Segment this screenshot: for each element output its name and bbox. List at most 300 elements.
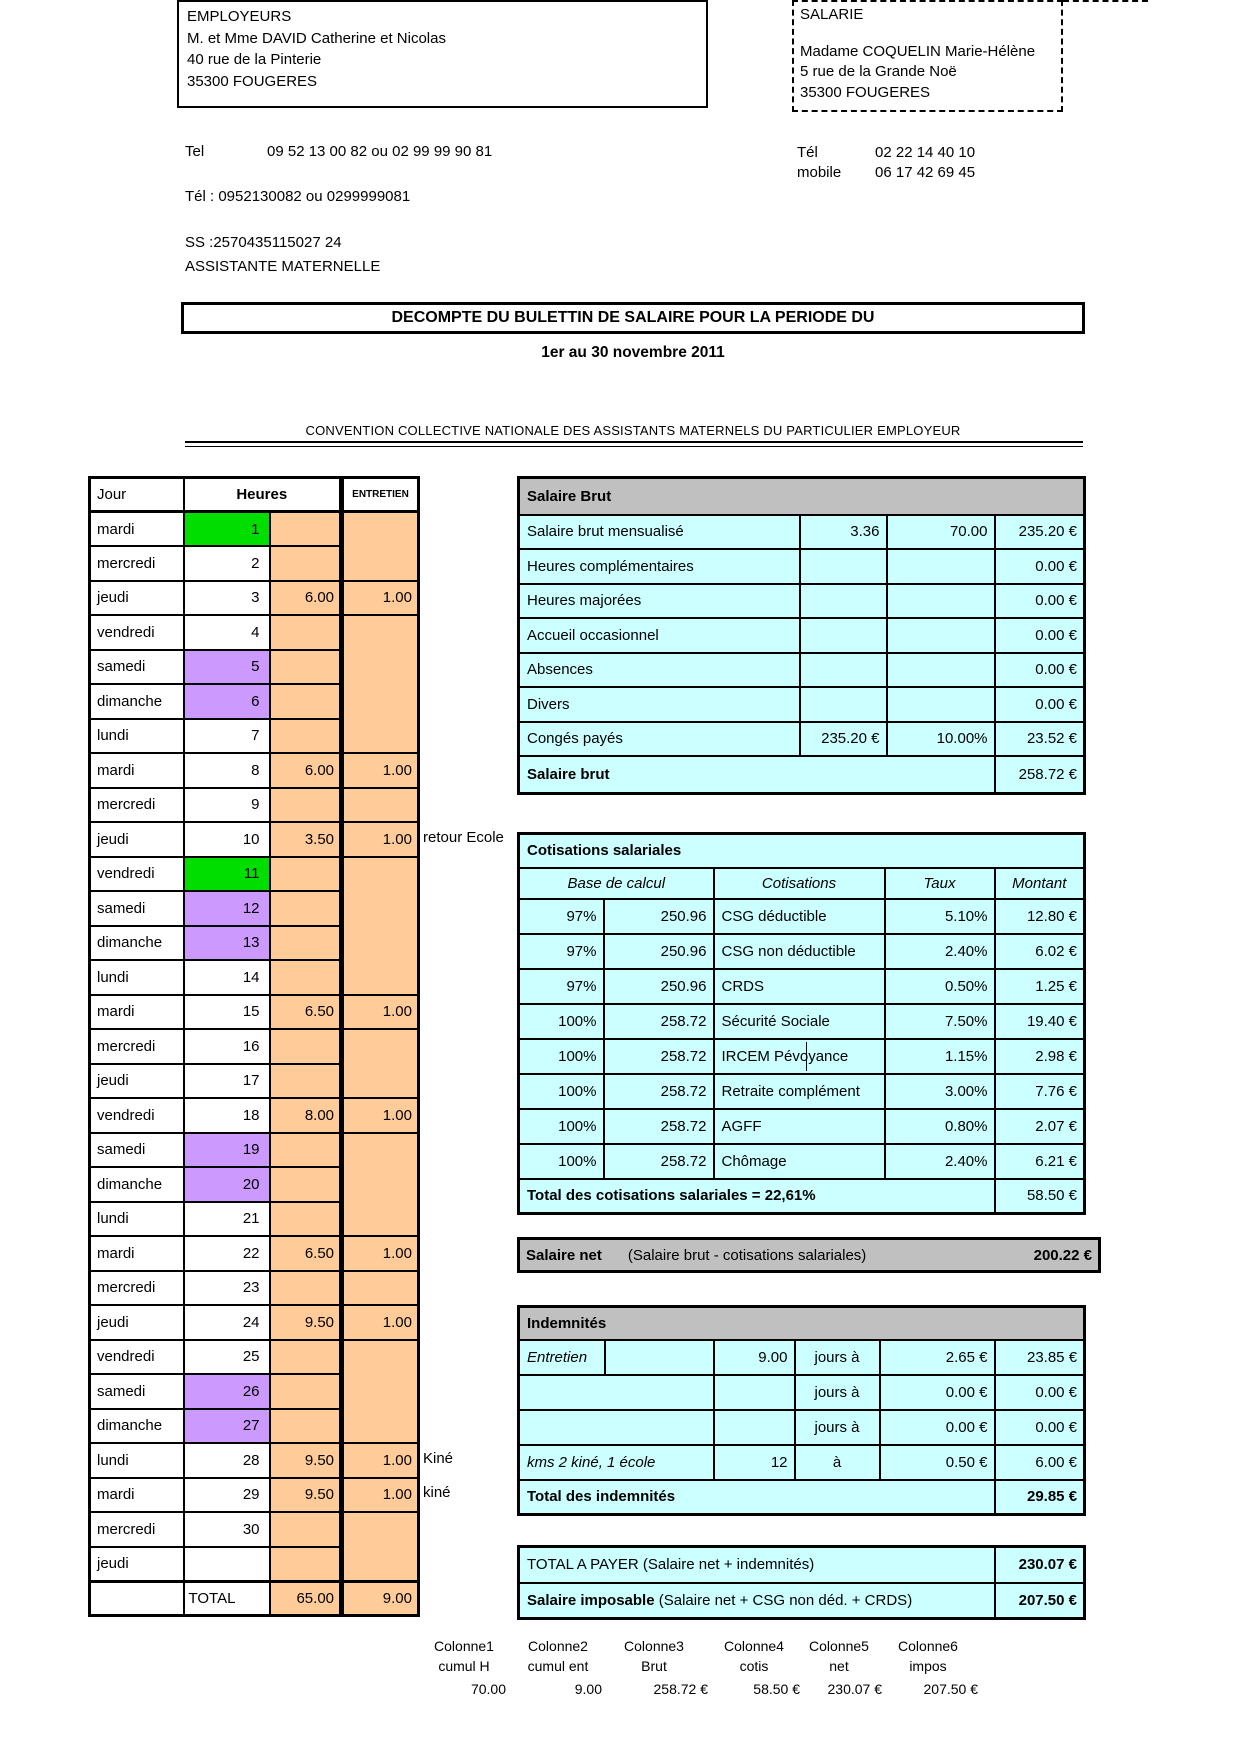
montant-cell: 12.80 € [995,899,1085,934]
day-name-cell: vendredi [90,1340,184,1375]
day-name-cell: lundi [90,1202,184,1237]
cotisations-header: Cotisations [714,868,885,899]
entretien-cell: 1.00 [343,822,419,857]
entretien-cell [343,1547,419,1582]
base-percent-cell: 97% [519,934,604,969]
summary-column-sublabel: Brut [641,1658,667,1674]
salaire-brut-label: Absences [519,653,800,688]
summary-column-title: Colonne1 [434,1638,494,1654]
salaire-brut-col2 [800,653,887,688]
totals-table [517,1545,1086,1620]
hours-cell [270,1409,341,1444]
summary-column [512,1636,604,1699]
montant-cell: 2.98 € [995,1039,1085,1074]
day-number-cell: 7 [184,719,270,754]
entretien-row [343,1581,419,1616]
entretien-cell: 9.00 [343,1581,419,1616]
entretien-row [343,1547,419,1582]
montant-cell: 1.25 € [995,969,1085,1004]
entretien-row [343,1133,419,1168]
calendar-day-row [90,581,341,616]
salaire-brut-montant: 235.20 € [995,515,1085,550]
entretien-cell: 1.00 [343,753,419,788]
salaire-brut-montant: 0.00 € [995,618,1085,653]
salaire-brut-row [519,618,1085,653]
cotisation-label: AGFF [714,1109,885,1144]
salaire-brut-col3 [887,584,995,619]
summary-column-title: Colonne5 [809,1638,869,1654]
day-number-cell [184,1547,270,1582]
day-name-cell [90,1581,184,1616]
entretien-cell [343,788,419,823]
calendar-day-row [90,1443,341,1478]
summary-column [794,1636,884,1699]
employee-mobile-row [797,163,975,183]
salaire-brut-row [519,549,1085,584]
employee-box [792,0,1063,112]
entretien-cell [343,546,419,581]
hours-cell [270,1064,341,1099]
day-name-cell: jeudi [90,1064,184,1099]
summary-column-value: 58.50 € [753,1681,800,1697]
salaire-brut-montant: 23.52 € [995,722,1085,757]
salaire-net-band [517,1237,1101,1273]
entretien-row [343,1374,419,1409]
salaire-brut-label: Divers [519,687,800,722]
salaire-brut-label: Salaire brut mensualisé [519,515,800,550]
summary-column-value: 70.00 [470,1681,506,1697]
day-name-cell: jeudi [90,581,184,616]
cotisation-label: Chômage [714,1144,885,1179]
day-number-cell: 29 [184,1478,270,1513]
hours-cell [270,1167,341,1202]
salaire-brut-row [519,584,1085,619]
base-value-cell: 250.96 [604,899,714,934]
indemnite-rate-cell: 0.00 € [880,1410,995,1445]
calendar-note: retour Ecole [423,828,504,846]
hours-cell: 6.50 [270,995,341,1030]
employer-title: EMPLOYEURS [187,8,292,25]
day-name-cell: lundi [90,960,184,995]
salaire-brut-row [519,653,1085,688]
indemnite-unit-cell: jours à [795,1410,880,1445]
hours-cell [270,960,341,995]
day-name-cell: samedi [90,650,184,685]
day-number-cell: 26 [184,1374,270,1409]
indemnite-unit-cell: jours à [795,1340,880,1375]
day-name-cell: mercredi [90,546,184,581]
entretien-row [343,1478,419,1513]
day-number-cell: 9 [184,788,270,823]
day-number-cell: 6 [184,684,270,719]
profession-label: ASSISTANTE MATERNELLE [185,258,381,275]
indemnite-qty-cell: 12 [714,1445,795,1480]
day-number-cell: 13 [184,926,270,961]
taux-cell: 7.50% [885,1004,995,1039]
summary-column-sublabel: impos [909,1658,947,1674]
entretien-row [343,753,419,788]
salaire-brut-col3 [887,653,995,688]
calendar-day-row [90,1374,341,1409]
salaire-brut-col2: 235.20 € [800,722,887,757]
entretien-row [343,995,419,1030]
calendar-day-row [90,857,341,892]
day-name-cell: dimanche [90,926,184,961]
entretien-row [343,719,419,754]
employee-phone-row [797,143,975,163]
indemnite-label [519,1375,714,1410]
employer-phone-alt: Tél : 0952130082 ou 0299999081 [185,188,411,205]
salaire-brut-label: Heures complémentaires [519,549,800,584]
salaire-brut-col2: 3.36 [800,515,887,550]
cotisation-row [519,1144,1085,1179]
salaire-brut-col2 [800,549,887,584]
entretien-row [343,1409,419,1444]
entretien-cell [343,1167,419,1202]
hours-cell [270,1029,341,1064]
summary-column-sublabel: cumul H [438,1658,490,1674]
ss-number: SS :2570435115027 24 [185,234,342,251]
entretien-cell [343,1409,419,1444]
entretien-cell [343,1029,419,1064]
salaire-brut-montant: 0.00 € [995,549,1085,584]
day-name-cell: mardi [90,753,184,788]
entretien-cell [343,512,419,547]
base-value-cell: 258.72 [604,1109,714,1144]
salaire-brut-row [519,515,1085,550]
salaire-brut-col2 [800,618,887,653]
calendar-day-row [90,1133,341,1168]
indemnite-label: kms 2 kiné, 1 école [519,1445,714,1480]
hours-cell: 65.00 [270,1581,341,1616]
hours-cell [270,615,341,650]
calendar-note: Kiné [423,1449,454,1467]
hours-cell: 8.00 [270,1098,341,1133]
entretien-row [343,960,419,995]
entretien-cell [343,926,419,961]
entretien-row [343,1443,419,1478]
indemnite-qty-cell [714,1375,795,1410]
hours-cell [270,650,341,685]
employee-street: 5 rue de la Grande Noë [800,63,957,80]
salaire-brut-col3 [887,618,995,653]
hours-cell [270,857,341,892]
cotisation-label: Sécurité Sociale [714,1004,885,1039]
day-name-cell: samedi [90,1133,184,1168]
day-number-cell: 17 [184,1064,270,1099]
summary-column-title: Colonne6 [898,1638,958,1654]
cotisations-total-row [519,1179,1085,1214]
summary-column [706,1636,802,1699]
entretien-row [343,650,419,685]
day-number-cell: 22 [184,1236,270,1271]
entretien-row [343,615,419,650]
calendar-header-row [90,478,341,512]
base-percent-cell: 100% [519,1039,604,1074]
indemnite-rate-cell: 0.50 € [880,1445,995,1480]
day-name-cell: mercredi [90,1029,184,1064]
calendar-day-row [90,926,341,961]
summary-column [420,1636,508,1699]
hours-cell [270,546,341,581]
calendar-day-row [90,1305,341,1340]
day-number-cell: 27 [184,1409,270,1444]
calendar-day-row [90,512,341,547]
day-name-cell: dimanche [90,1409,184,1444]
summary-column-value: 258.72 € [653,1681,708,1697]
salaire-brut-row [519,687,1085,722]
cotisations-title: Cotisations salariales [519,834,1085,868]
salaire-brut-col3: 10.00% [887,722,995,757]
hours-cell: 9.50 [270,1478,341,1513]
salaire-imposable-label: Salaire imposable (Salaire net + CSG non déd. + CRDS) [519,1583,995,1619]
taux-header: Taux [885,868,995,899]
indemnites-title-row [519,1307,1085,1340]
summary-column-sublabel: net [829,1658,849,1674]
cotisation-row [519,969,1085,1004]
entretien-cell: 1.00 [343,1098,419,1133]
entretien-cell: 1.00 [343,1236,419,1271]
entretien-cell [343,891,419,926]
day-number-cell: 16 [184,1029,270,1064]
entretien-row [343,1512,419,1547]
day-name-cell: vendredi [90,1098,184,1133]
entretien-row [343,1098,419,1133]
day-number-cell: 14 [184,960,270,995]
salaire-brut-total-label: Salaire brut [519,756,995,793]
entretien-row [343,926,419,961]
indemnite-montant-cell: 0.00 € [995,1375,1085,1410]
day-name-cell: mercredi [90,1271,184,1306]
cotisation-row [519,1074,1085,1109]
indemnite-montant-cell: 0.00 € [995,1410,1085,1445]
double-rule [185,441,1083,447]
cotisation-label: CRDS [714,969,885,1004]
taux-cell: 3.00% [885,1074,995,1109]
salaire-imposable-bold-part: Salaire imposable [527,1591,655,1609]
calendar-day-row [90,788,341,823]
entretien-header: ENTRETIEN [343,478,419,512]
salaire-net-label: Salaire net [526,1246,602,1264]
entretien-cell [343,857,419,892]
summary-column-title: Colonne2 [528,1638,588,1654]
entretien-row [343,581,419,616]
day-number-cell: 21 [184,1202,270,1237]
entretien-row [343,1167,419,1202]
day-name-cell: jeudi [90,1547,184,1582]
entretien-row [343,788,419,823]
summary-column-title: Colonne3 [624,1638,684,1654]
taux-cell: 2.40% [885,934,995,969]
hours-cell: 9.50 [270,1305,341,1340]
entretien-row [343,1202,419,1237]
indemnite-unit-cell: jours à [795,1375,880,1410]
indemnite-montant-cell: 6.00 € [995,1445,1085,1480]
hours-cell [270,719,341,754]
document-title: DECOMPTE DU BULETTIN DE SALAIRE POUR LA PERIODE DU [181,302,1085,334]
day-name-cell: mardi [90,1236,184,1271]
cotisation-row [519,1039,1085,1074]
entretien-row [343,822,419,857]
indemnite-row [519,1410,1085,1445]
entretien-row [343,1029,419,1064]
cotisation-label: CSG déductible [714,899,885,934]
salaire-brut-col3 [887,549,995,584]
employer-phone-row [185,143,493,160]
hours-cell: 3.50 [270,822,341,857]
base-percent-cell: 100% [519,1144,604,1179]
entretien-cell: 1.00 [343,581,419,616]
hours-cell: 6.00 [270,581,341,616]
spacer [800,26,1061,42]
calendar-table [88,476,342,1617]
entretien-cell: 1.00 [343,995,419,1030]
total-a-payer-row [519,1547,1085,1583]
base-value-cell: 250.96 [604,969,714,1004]
employee-name: Madame COQUELIN Marie-Hélène [800,42,1036,60]
entretien-cell [343,1340,419,1375]
salaire-brut-title: Salaire Brut [519,478,1085,515]
entretien-cell: 1.00 [343,1443,419,1478]
day-number-cell: 10 [184,822,270,857]
indemnite-row [519,1375,1085,1410]
calendar-day-row [90,960,341,995]
salaire-brut-row [519,722,1085,757]
entretien-row [343,1064,419,1099]
base-percent-cell: 97% [519,899,604,934]
entretien-header-row [343,478,419,512]
day-number-cell: 24 [184,1305,270,1340]
day-number-cell: 12 [184,891,270,926]
hours-cell [270,512,341,547]
employee-phone-block [797,143,975,183]
employee-mobile-label: mobile [797,164,842,181]
hours-cell [270,1133,341,1168]
employer-name: M. et Mme DAVID Catherine et Nicolas [187,29,446,47]
cotisations-title-row [519,834,1085,868]
cotisation-label: IRCEM Pévoyance [714,1039,885,1074]
calendar-day-row [90,822,341,857]
day-number-cell: 23 [184,1271,270,1306]
indemnite-unit-cell: à [795,1445,880,1480]
indemnites-total-label: Total des indemnités [519,1480,995,1515]
indemnite-qty-cell: 9.00 [714,1340,795,1375]
hours-cell [270,788,341,823]
dashed-border-fragment [1063,0,1148,2]
day-number-cell: 18 [184,1098,270,1133]
calendar-day-row [90,1547,341,1582]
entretien-cell [343,1271,419,1306]
calendar-day-row [90,650,341,685]
entretien-cell [343,960,419,995]
salaire-brut-montant: 258.72 € [995,756,1085,793]
calendar-day-row [90,1512,341,1547]
calendar-day-row [90,753,341,788]
calendar-day-row [90,719,341,754]
entretien-row [343,546,419,581]
entretien-cell [343,615,419,650]
base-value-cell: 258.72 [604,1074,714,1109]
employer-phone-value: 09 52 13 00 82 ou 02 99 99 90 81 [267,143,493,160]
cotisations-subheader-row [519,868,1085,899]
day-name-cell: jeudi [90,822,184,857]
cotisation-label: CSG non déductible [714,934,885,969]
entretien-row [343,1305,419,1340]
employee-city: 35300 FOUGERES [800,83,931,101]
salaire-net-formula: (Salaire brut - cotisations salariales) [627,1246,867,1264]
calendar-day-row [90,1340,341,1375]
montant-cell: 19.40 € [995,1004,1085,1039]
employer-street: 40 rue de la Pinterie [187,51,322,68]
base-percent-cell: 100% [519,1004,604,1039]
employee-phone-value: 02 22 14 40 10 [875,144,976,161]
indemnites-total-row [519,1480,1085,1515]
entretien-cell [343,1202,419,1237]
day-name-cell: samedi [90,1374,184,1409]
base-value-cell: 250.96 [604,934,714,969]
indemnite-label [519,1410,714,1445]
calendar-day-row [90,1271,341,1306]
entretien-cell [343,1374,419,1409]
entretien-row [343,1340,419,1375]
base-percent-cell: 97% [519,969,604,1004]
calendar-day-row [90,1064,341,1099]
taux-cell: 5.10% [885,899,995,934]
hours-cell [270,1202,341,1237]
salaire-brut-col2 [800,584,887,619]
summary-column [876,1636,980,1699]
day-name-cell: mardi [90,995,184,1030]
salaire-imposable-value: 207.50 € [995,1583,1085,1619]
calendar-day-row [90,1409,341,1444]
entretien-cell [343,1512,419,1547]
salaire-imposable-row [519,1583,1085,1619]
salaire-brut-montant: 0.00 € [995,653,1085,688]
summary-column-sublabel: cumul ent [527,1658,589,1674]
calendar-total-row [90,1581,341,1616]
indemnite-rate-cell: 0.00 € [880,1375,995,1410]
day-number-cell: 3 [184,581,270,616]
salaire-brut-montant: 0.00 € [995,584,1085,619]
taux-cell: 2.40% [885,1144,995,1179]
hours-cell [270,891,341,926]
indemnites-table [517,1305,1086,1516]
summary-column-value: 9.00 [574,1681,602,1697]
entretien-row [343,1236,419,1271]
entretien-cell [343,1064,419,1099]
base-value-cell: 258.72 [604,1004,714,1039]
hours-cell [270,1374,341,1409]
montant-cell: 6.02 € [995,934,1085,969]
calendar-day-row [90,546,341,581]
summary-column-value: 207.50 € [923,1681,978,1697]
day-name-cell: vendredi [90,857,184,892]
montant-cell: 2.07 € [995,1109,1085,1144]
day-number-cell: 8 [184,753,270,788]
day-name-cell: lundi [90,719,184,754]
hours-cell: 9.50 [270,1443,341,1478]
day-number-cell: 2 [184,546,270,581]
base-de-calcul-header: Base de calcul [519,868,714,899]
cotisations-total-label: Total des cotisations salariales = 22,61% [519,1179,995,1214]
calendar-day-row [90,1029,341,1064]
entretien-cell [343,1133,419,1168]
day-name-cell: mercredi [90,1512,184,1547]
indemnite-montant-cell: 23.85 € [995,1340,1085,1375]
employer-ss-block [185,231,380,279]
summary-column-value: 230.07 € [827,1681,882,1697]
base-percent-cell: 100% [519,1109,604,1144]
